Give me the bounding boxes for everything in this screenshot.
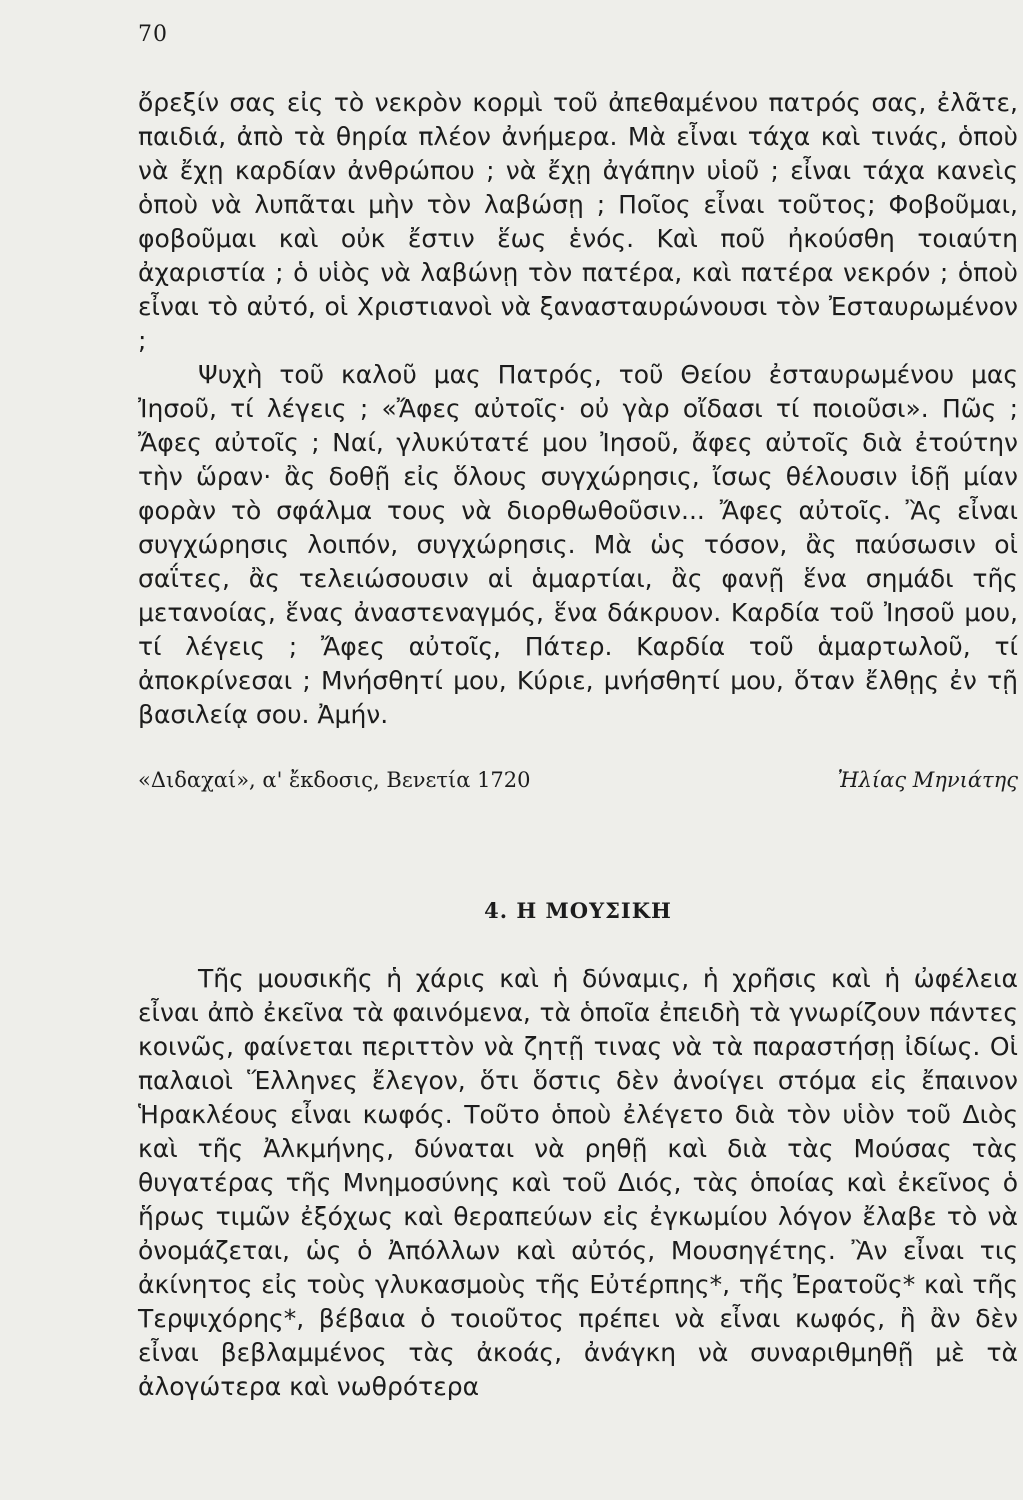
text-block-one <box>138 86 1018 732</box>
page-number: 70 <box>138 22 168 47</box>
section-heading: 4. Η ΜΟΥΣΙΚΗ <box>484 898 672 923</box>
source-citation: «Διδαχαί», α' ἔκδοσις, Βενετία 1720 <box>138 768 531 792</box>
text-block-two <box>138 962 1018 1404</box>
paragraph: ὄρεξίν σας εἰς τὸ νεκρὸν κορμὶ τοῦ ἀπεθαμένου πατρός σας, ἐλᾶτε, παιδιά, ἀπὸ τὰ θηρία πλέον ἀνήμερα. Μὰ εἶναι τάχα καὶ τινάς, ὁποὺ νὰ ἔχῃ καρδίαν ἀνθρώπου ; νὰ ἔχῃ ἀγάπην υἱοῦ ; εἶναι τάχα κανεὶς ὁποὺ νὰ λυπᾶται μὴν τὸν λαβώσῃ ; Ποῖος εἶναι τοῦτος; Φοβοῦμαι, φοβοῦμαι καὶ οὐκ ἔστιν ἕως ἑνός. Καὶ ποῦ ἠκούσθη τοιαύτη ἀχαριστία ; ὁ υἱὸς νὰ λαβώνῃ τὸν πατέρα, καὶ πατέρα νεκρόν ; ὁποὺ εἶναι τὸ αὐτό, οἱ Χριστιανοὶ νὰ ξανασταυρώνουσι τὸν Ἐσταυρωμένον ; <box>138 88 1018 355</box>
author-name: Ἠλίας Μηνιάτης <box>837 768 1018 792</box>
paragraph: Ψυχὴ τοῦ καλοῦ μας Πατρός, τοῦ Θείου ἐσταυρωμένου μας Ἰησοῦ, τί λέγεις ; «Ἄφες αὐτοῖς· οὐ γὰρ οἴδασι τί ποιοῦσι». Πῶς ; Ἄφες αὐτοῖς ; Ναί, γλυκύτατέ μου Ἰησοῦ, ἄφες αὐτοῖς διὰ ἐτούτην τὴν ὥραν· ἂς δοθῇ εἰς ὅλους συγχώρησις, ἴσως θέλουσιν ἰδῇ μίαν φορὰν τὸ σφάλμα τους νὰ διορθωθοῦσιν... Ἄφες αὐτοῖς. Ἂς εἶναι συγχώρησις λοιπόν, συγχώρησις. Μὰ ὡς τόσον, ἂς παύσωσιν οἱ σαΐτες, ἂς τελειώσουσιν αἱ ἁμαρτίαι, ἂς φανῇ ἕνα σημάδι τῆς μετανοίας, ἕνας ἀναστεναγμός, ἕνα δάκρυον. Καρδία τοῦ Ἰησοῦ μου, τί λέγεις ; Ἄφες αὐτοῖς, Πάτερ. Καρδία τοῦ ἁμαρτωλοῦ, τί ἀποκρίνεσαι ; Μνήσθητί μου, Κύριε, μνήσθητί μου, ὅταν ἔλθῃς ἐν τῇ βασιλείᾳ σου. Ἀμήν. <box>138 360 1018 729</box>
paragraph: Τῆς μουσικῆς ἡ χάρις καὶ ἡ δύναμις, ἡ χρῆσις καὶ ἡ ὠφέλεια εἶναι ἀπὸ ἐκεῖνα τὰ φαινόμενα, τὰ ὁποῖα ἐπειδὴ τὰ γνωρίζουν πάντες κοινῶς, φαίνεται περιττὸν νὰ ζητῇ τινας νὰ τὰ παραστήσῃ ἰδίως. Οἱ παλαιοὶ Ἕλληνες ἔλεγον, ὅτι ὅστις δὲν ἀνοίγει στόμα εἰς ἔπαινον Ἡρακλέους εἶναι κωφός. Τοῦτο ὁποὺ ἐλέγετο διὰ τὸν υἱὸν τοῦ Διὸς καὶ τῆς Ἀλκμήνης, δύναται νὰ ρηθῇ καὶ διὰ τὰς Μούσας τὰς θυγατέρας τῆς Μνημοσύνης καὶ τοῦ Διός, τὰς ὁποίας καὶ ἐκεῖνος ὁ ἥρως τιμῶν ἐξόχως καὶ θεραπεύων εἰς ἐγκωμίου λόγον ἔλαβε τὸ νὰ ὀνομάζεται, ὡς ὁ Ἀπόλλων καὶ αὐτός, Μουσηγέτης. Ἂν εἶναι τις ἀκίνητος εἰς τοὺς γλυκασμοὺς τῆς Εὐτέρπης*, τῆς Ἐρατοῦς* καὶ τῆς Τερψιχόρης*, βέβαια ὁ τοιοῦτος πρέπει νὰ εἶναι κωφός, ἢ ἂν δὲν εἶναι βεβλαμμένος τὰς ἀκοάς, ἀνάγκη νὰ συναριθμηθῇ μὲ τὰ ἀλογώτερα καὶ νωθρότερα <box>138 964 1018 1401</box>
